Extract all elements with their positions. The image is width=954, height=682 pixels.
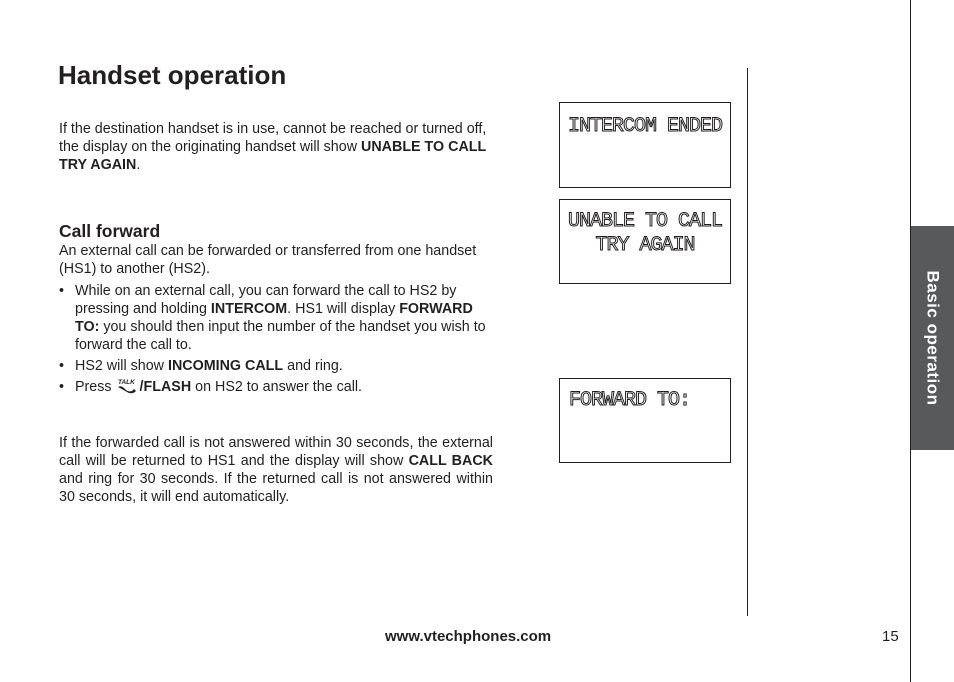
step-text: and ring. <box>283 358 343 374</box>
lcd-line: UNABLE TO CALL <box>567 210 723 233</box>
lcd-display-unable-to-call <box>559 199 731 284</box>
list-item <box>59 378 493 396</box>
closing-text: and ring for 30 seconds. If the returned call is not answered within 30 seconds, it will end automatically. <box>59 471 493 505</box>
step-text: HS2 will show <box>75 358 168 374</box>
list-item <box>59 282 493 354</box>
step-text: . HS1 will display <box>287 301 400 317</box>
side-tab-label: Basic operation <box>923 270 943 406</box>
lcd-line: TRY AGAIN <box>595 234 695 257</box>
call-forward-section <box>59 220 493 396</box>
column-divider <box>747 68 748 616</box>
page-number: 15 <box>882 628 899 645</box>
call-back-label: CALL BACK <box>408 453 493 469</box>
step-text: While on an external call, you can forward the call to HS2 by pressing and holding <box>75 283 457 317</box>
talk-icon-text: TALK <box>117 379 135 386</box>
intro-paragraph <box>59 120 493 174</box>
lcd-display-forward-to <box>559 378 731 463</box>
footer-url: www.vtechphones.com <box>385 628 552 645</box>
forward-to-label: FORWARD TO: <box>75 301 473 335</box>
intro-bold: UNABLE TO CALL TRY AGAIN <box>59 139 486 173</box>
call-forward-description: An external call can be forwarded or transferred from one handset (HS1) to another (HS2). <box>59 243 477 277</box>
talk-phone-icon <box>116 378 138 394</box>
lcd-line: INTERCOM ENDED <box>567 115 723 138</box>
closing-text: If the forwarded call is not answered within 30 seconds, the external call will be returned to HS1 and the display will show <box>59 435 493 469</box>
step-text: you should then input the number of the handset you wish to forward the call to. <box>75 319 486 353</box>
step-text: on HS2 to answer the call. <box>191 379 363 395</box>
lcd-line: FORWARD TO: <box>569 389 691 412</box>
intro-text-end: . <box>136 157 141 173</box>
list-item <box>59 357 493 375</box>
closing-paragraph <box>59 434 493 506</box>
intro-text: If the destination handset is in use, cannot be reached or turned off, the display on the originating handset will show <box>59 121 487 155</box>
flash-key-label: /FLASH <box>139 379 192 395</box>
intercom-key-label: INTERCOM <box>210 301 288 317</box>
section-side-tab <box>911 226 954 450</box>
page-title: Handset operation <box>58 60 287 90</box>
lcd-display-intercom-ended <box>559 102 731 188</box>
call-forward-steps <box>59 282 493 396</box>
step-text: Press <box>75 379 116 395</box>
call-forward-heading: Call forward <box>59 221 161 241</box>
incoming-call-label: INCOMING CALL <box>167 358 284 374</box>
